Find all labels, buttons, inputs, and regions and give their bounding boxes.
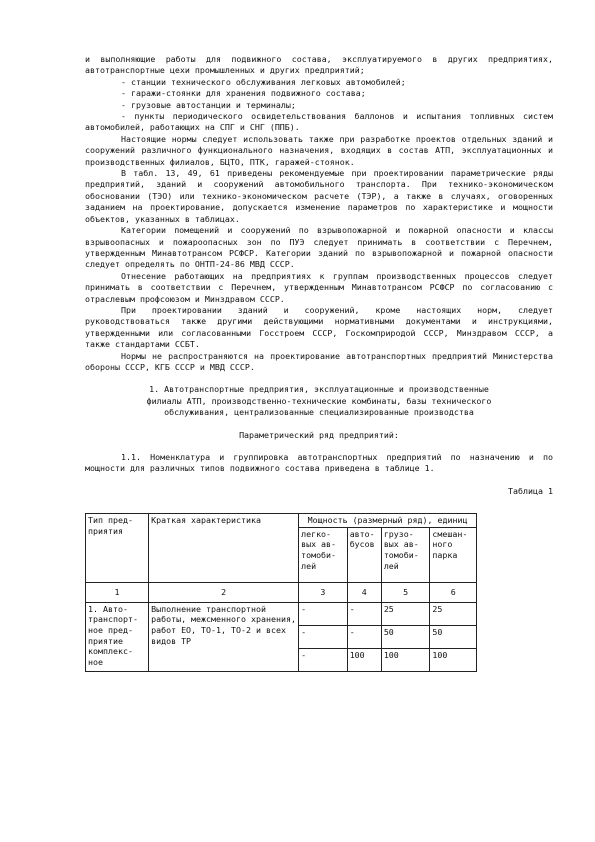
table-cell: 25 [381,602,430,625]
cell-type: 1. Авто-транспорт-ное пред-приятие комплекс-ное [86,602,149,671]
column-number: 2 [149,582,299,602]
header-mixed: смешан-ного парка [430,527,477,582]
header-power: Мощность (размерный ряд), единиц [299,514,477,528]
table-cell: 100 [381,648,430,671]
subtitle: Параметрический ряд предприятий: [239,429,399,440]
table-cell: - [299,602,348,625]
paragraph-intro: и выполняющие работы для подвижного состава, эксплуатируемого в других предприятиях, автотранспортные цехи промышленных и других предприятий; [85,54,553,76]
header-trucks: грузо-вых ав-томоби-лей [381,527,430,582]
header-description: Краткая характеристика [149,514,299,583]
column-number: 5 [381,582,430,602]
cell-description: Выполнение транспортной работы, межсменного хранения, работ ЕО, ТО-1, ТО-2 и всех видов ТР [149,602,299,671]
table-cell: 100 [430,648,477,671]
header-type: Тип пред-приятия [86,514,149,583]
list-item: - пункты периодического освидетельствования баллонов и испытания топливных систем автомобилей, работающих на СПГ и СНГ (ППБ). [85,111,553,133]
table-cell: - [299,625,348,648]
table-1 [85,513,477,672]
table-cell: - [299,648,348,671]
table-cell: - [347,602,381,625]
column-number: 3 [299,582,348,602]
list-item: - гаражи-стоянки для хранения подвижного состава; [121,88,366,99]
list-item: - грузовые автостанции и терминалы; [121,99,296,110]
paragraph: В табл. 13, 49, 61 приведены рекомендуемые при проектировании параметрические ряды предприятий, зданий и сооружений автомобильного транспорта. При технико-экономическом обосновании (ТЭО) или технико-экономическом расчете (ТЭР), а также в случаях, оговоренных заданием на проектирование, допускается изменение параметров по характеристике и мощности объектов, указанных в таблицах. [85,168,553,224]
header-buses: авто-бусов [347,527,381,582]
list-item: - станции технического обслуживания легковых автомобилей; [121,76,406,87]
column-number: 6 [430,582,477,602]
table-cell: 50 [430,625,477,648]
paragraph: Нормы не распространяются на проектирование автотранспортных предприятий Министерства обороны СССР, КГБ СССР и МВД СССР. [85,350,553,372]
table-row [86,602,477,625]
paragraph: Отнесение работающих на предприятиях к группам производственных процессов следует принимать в соответствии с Перечнем, утвержденным Минавтотрансом РСФСР по согласованию с отраслевым профсоюзом и Минздравом СССР. [85,270,553,304]
table-cell: 50 [381,625,430,648]
table-cell: - [347,625,381,648]
paragraph: Категории помещений и сооружений по взрывопожарной и пожарной опасности и классы взрывоопасных и пожароопасных зон по ПУЭ следует принимать в соответствии с Перечнем, утвержденным Минавтотрансом РСФСР. Категории зданий по взрывопожарной и пожарной опасности следует определять по ОНТП-24-86 МВД СССР. [85,225,553,270]
header-cars: легко-вых ав-томоби-лей [299,527,348,582]
table-caption: Таблица 1 [508,485,553,496]
column-number: 4 [347,582,381,602]
document-page [85,54,553,672]
section-title: 1. Автотранспортные предприятия, эксплуатационные и производственные филиалы АТП, производственно-технические комбинаты, базы технического обслуживания, централизованные специализированные производства [146,384,492,418]
table-cell: 100 [347,648,381,671]
table-cell: 25 [430,602,477,625]
paragraph: При проектировании зданий и сооружений, кроме настоящих норм, следует руководствоваться также другими действующими нормативными документами и инструкциями, утвержденными или согласованными Госстроем СССР, Госкомприродой СССР, Минздравом СССР, а также стандартами ССБТ. [85,304,553,350]
paragraph: Настоящие нормы следует использовать также при разработке проектов отдельных зданий и сооружений различного функционального назначения, входящих в состав АТП, эксплуатационных и производственных филиалов, БЦТО, ПТК, гаражей-стоянок. [85,133,553,167]
clause: 1.1. Номенклатура и группировка автотранспортных предприятий по назначению и по мощности для различных типов подвижного состава приведена в таблице 1. [85,452,553,474]
column-number: 1 [86,582,149,602]
